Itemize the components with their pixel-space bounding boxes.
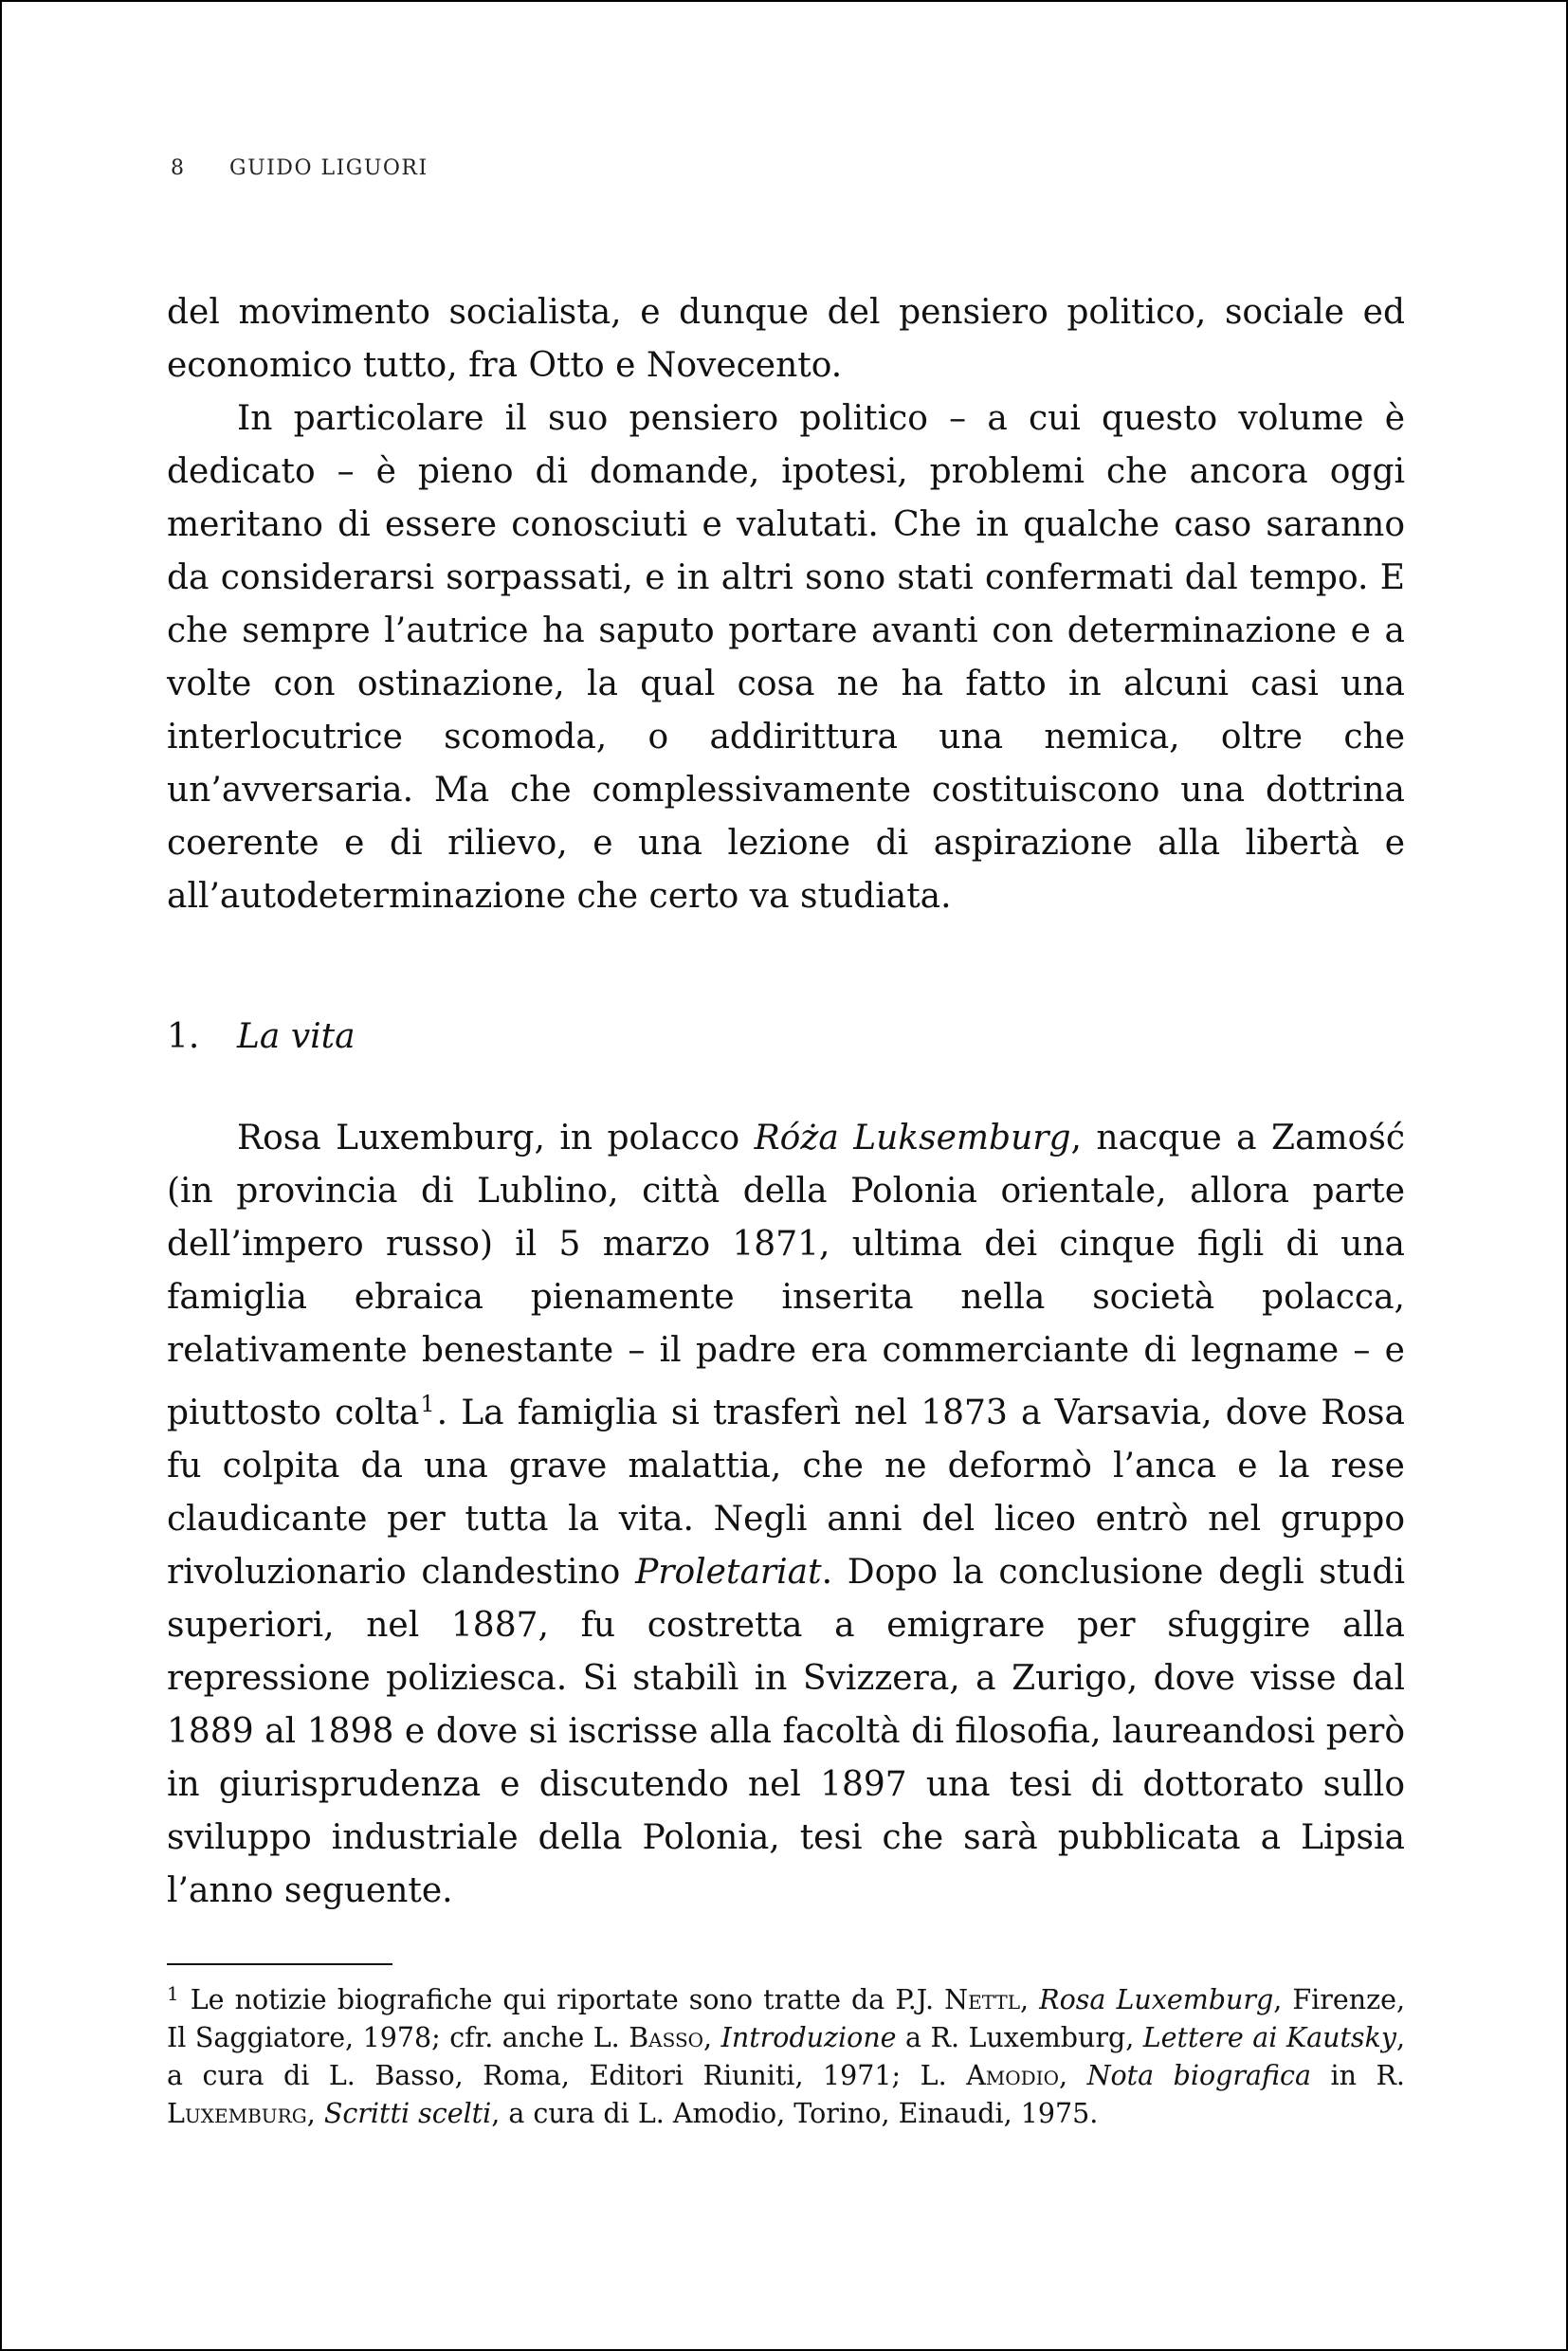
text-run: . La famiglia si trasferì nel 1873 a Varsavia, dove Rosa fu colpita da una grave malattia, che ne deformò l’anca e la rese claudicante per tutta la vita. Negli anni del liceo entrò nel gruppo rivoluzionario clandestino — [167, 1394, 1405, 1592]
author-name: Amodio — [966, 2060, 1059, 2091]
footnote-text — [167, 1975, 1405, 2133]
text-run: , a cura di L. Amodio, Torino, Einaudi, 1975. — [491, 2098, 1099, 2129]
work-title: Rosa Luxemburg — [1039, 1984, 1274, 2015]
text-run: , — [306, 2098, 324, 2129]
work-title: Nota biografica — [1086, 2060, 1311, 2091]
author-name: Nettl — [944, 1984, 1021, 2015]
text-run: , — [1058, 2060, 1087, 2091]
text-run: a R. Luxemburg, — [896, 2022, 1143, 2053]
text-run: Le notizie biografiche qui riportate sono tratte da P.J. — [190, 1984, 945, 2015]
running-head-author: GUIDO LIGUORI — [229, 156, 428, 180]
running-header — [171, 156, 428, 180]
footnote-reference[interactable]: 1 — [420, 1391, 435, 1417]
work-title: Introduzione — [720, 2022, 897, 2053]
author-name: Luxemburg — [167, 2098, 307, 2129]
text-run: , — [1020, 1984, 1040, 2015]
footnote — [167, 1975, 1405, 2133]
paragraph: del movimento socialista, e dunque del pensiero politico, sociale ed economico tutto, fra Otto e Novecento. — [167, 293, 1405, 385]
work-title: Scritti scelti — [323, 2098, 492, 2129]
section-title: La vita — [237, 1017, 356, 1056]
section-number: 1. — [167, 1017, 200, 1056]
italic-text: Róża Luksemburg — [754, 1119, 1071, 1157]
author-name: Basso — [629, 2022, 704, 2053]
text-run: , nacque a Zamość (in provincia di Lublino, città della Polonia orientale, allora parte dell’impero russo) il 5 marzo 1871, ultima dei cinque figli di una famiglia ebraica pienamente inserita nella società polacca, relativamente benestante – il padre era commerciante di legname – e piuttosto colta — [167, 1119, 1405, 1432]
text-run: , a cura di L. Basso, Roma, Editori Riuniti, 1971; L. — [167, 2022, 1405, 2091]
footnote-divider — [167, 1963, 392, 1965]
section-heading — [167, 1011, 356, 1064]
paragraph — [167, 1112, 1405, 1918]
text-run: . Dopo la conclusione degli studi superiori, nel 1887, fu costretta a emigrare per sfuggire alla repressione poliziesca. Si stabilì in Svizzera, a Zurigo, dove visse dal 1889 al 1898 e dove si iscrisse alla facoltà di filosofia, laureandosi però in giurisprudenza e discutendo nel 1897 una tesi di dottorato sullo sviluppo industriale della Polonia, tesi che sarà pubblicata a Lipsia l’anno seguente. — [167, 1553, 1405, 1910]
text-run: in R. — [1310, 2060, 1405, 2091]
section-body — [167, 1112, 1405, 1918]
intro-text — [167, 286, 1405, 923]
text-run: Rosa Luxemburg, in polacco — [237, 1119, 755, 1157]
work-title: Lettere ai Kautsky — [1142, 2022, 1396, 2053]
page-number: 8 — [171, 156, 185, 180]
italic-text: Proletariat — [635, 1553, 822, 1592]
text-run: , — [703, 2022, 721, 2053]
footnote-number: 1 — [167, 1982, 179, 2005]
text-run: , Firenze, Il Saggiatore, 1978; cfr. anche L. — [167, 1984, 1406, 2053]
paragraph: In particolare il suo pensiero politico – a cui questo volume è dedicato – è pieno di domande, ipotesi, problemi che ancora oggi meritano di essere conosciuti e valutati. Che in qualche caso saranno da considerarsi sorpassati, e in altri sono stati confermati dal tempo. E che sempre l’autrice ha saputo portare avanti con determinazione e a volte con ostinazione, la qual cosa ne ha fatto in alcuni casi una interlocutrice scomoda, o addirittura una nemica, oltre che un’avversaria. Ma che complessivamente costituiscono una dottrina coerente e di rilievo, e una lezione di aspirazione alla libertà e all’autodeterminazione che certo va studiata. — [167, 399, 1405, 916]
